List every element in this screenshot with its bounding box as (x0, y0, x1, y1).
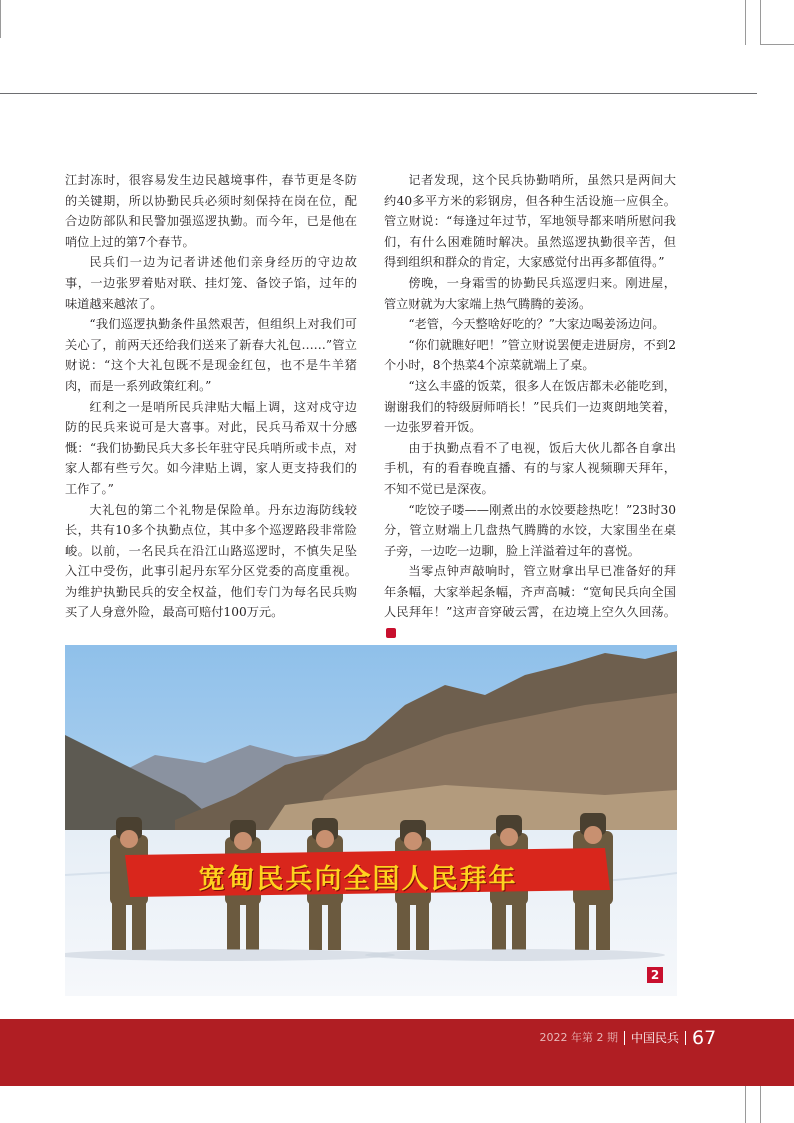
paragraph: “你们就瞧好吧！”管立财说罢便走进厨房，不到2个小时，8个热菜4个凉菜就端上了桌。 (384, 337, 676, 373)
photo-number-badge: 2 (647, 967, 663, 983)
paragraph: 红利之一是哨所民兵津贴大幅上调，这对戍守边防的民兵来说可是大喜事。对此，民兵马希双十分感慨：“我们协勤民兵大多长年驻守民兵哨所或卡点，对家人都有些亏欠。如今津贴上调，家人更支持我们的工作了。” (65, 399, 357, 496)
footer-divider (624, 1031, 625, 1045)
footer-divider (685, 1031, 686, 1045)
article-column-left (65, 170, 357, 623)
paragraph-last (384, 561, 676, 643)
end-mark-icon (386, 628, 396, 638)
paragraph-text: 当零点钟声敲响时，管立财拿出早已准备好的拜年条幅，大家举起条幅，齐声高喊：“宽甸民兵向全国人民拜年！”这声音穿破云霄，在边境上空久久回荡。 (384, 564, 676, 620)
shadow (365, 949, 665, 961)
crop-mark (745, 1080, 746, 1123)
magazine-name: 中国民兵 (630, 1031, 679, 1045)
paragraph: “老管，今天整啥好吃的？”大家边喝姜汤边问。 (408, 317, 665, 332)
crop-mark (760, 44, 794, 45)
crop-mark (745, 0, 746, 45)
crop-mark (760, 0, 761, 45)
crop-mark (0, 0, 1, 38)
paragraph: 傍晚，一身霜雪的协勤民兵巡逻归来。刚进屋，管立财就为大家端上热气腾腾的姜汤。 (384, 275, 676, 311)
photo-scene (65, 645, 677, 996)
page-number: 67 (692, 1027, 717, 1049)
paragraph: “这么丰盛的饭菜，很多人在饭店都未必能吃到，谢谢我们的特级厨师哨长！”民兵们一边爽朗地笑着，一边张罗着开饭。 (384, 378, 676, 435)
banner-text: 宽甸民兵向全国人民拜年 (198, 864, 518, 895)
paragraph: “吃饺子喽——刚煮出的水饺要趁热吃！”23时30分，管立财端上几盘热气腾腾的水饺，大家围坐在桌子旁，一边吃一边聊，脸上洋溢着过年的喜悦。 (384, 502, 676, 558)
issue-label: 2022 年第 2 期 (539, 1031, 618, 1044)
footer-info (540, 1026, 687, 1050)
shadow (65, 949, 395, 961)
paragraph: 大礼包的第二个礼物是保险单。丹东边海防线较长，共有10多个执勤点位，其中多个巡逻路段非常险峻。以前，一名民兵在沿江山路巡逻时，不慎失足坠入江中受伤，此事引起丹东军分区党委的高度重视。为维护执勤民兵的安全权益，他们专门为每名民兵购买了人身意外险，最高可赔付100万元。 (65, 502, 357, 620)
article-column-right (384, 170, 676, 644)
article-photo (65, 645, 677, 996)
crop-mark (760, 1080, 761, 1123)
paragraph: 记者发现，这个民兵协勤哨所，虽然只是两间大约40多平方米的彩钢房，但各种生活设施一应俱全。管立财说：“每逢过年过节，军地领导都来哨所慰问我们，有什么困难随时解决。虽然巡逻执勤很辛苦，但得到组织和群众的肯定，大家感觉付出再多都值得。” (384, 173, 676, 270)
header-rule (0, 93, 757, 94)
paragraph: “我们巡逻执勤条件虽然艰苦，但组织上对我们可关心了，前两天还给我们送来了新春大礼包……”管立财说：“这个大礼包既不是现金红包，也不是牛羊猪肉，而是一系列政策红利。” (65, 317, 357, 393)
paragraph: 由于执勤点看不了电视，饭后大伙儿都各自拿出手机，有的看春晚直播、有的与家人视频聊天拜年，不知不觉已是深夜。 (384, 440, 676, 496)
paragraph: 江封冻时，很容易发生边民越境事件，春节更是冬防的关键期，所以协勤民兵必须时刻保持在岗在位，配合边防部队和民警加强巡逻执勤。而今年，已是他在哨位上过的第7个春节。 (65, 173, 357, 249)
paragraph: 民兵们一边为记者讲述他们亲身经历的守边故事，一边张罗着贴对联、挂灯笼、备饺子馅，过年的味道越来越浓了。 (65, 255, 357, 311)
